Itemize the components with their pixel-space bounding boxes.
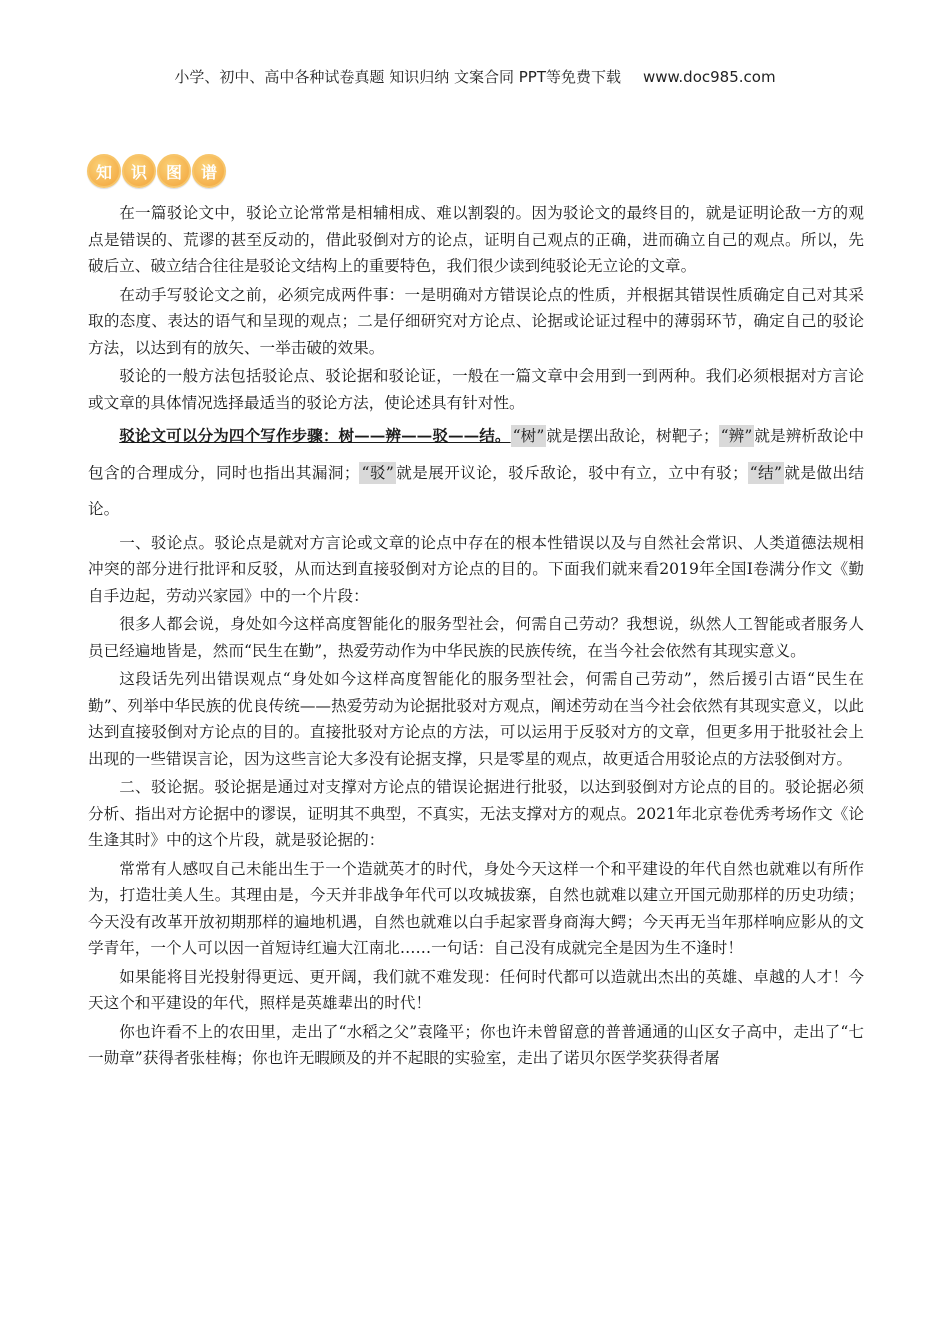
step-desc-shu: 就是摆出敌论，树靶子； bbox=[546, 427, 719, 445]
document-body bbox=[88, 200, 864, 1074]
badge-char-4: 谱 bbox=[192, 154, 226, 188]
badge-char-1: 知 bbox=[87, 154, 121, 188]
paragraph-2: 在动手写驳论文之前，必须完成两件事：一是明确对方错误论点的性质，并根据其错误性质确定自己对其采取的态度、表达的语气和呈现的观点；二是仔细研究对方论点、论据或论证过程中的薄弱环节，确定自己的驳论方法，以达到有的放矢、一举击破的效果。 bbox=[88, 285, 864, 357]
paragraph-7: 这段话先列出错误观点“身处如今这样高度智能化的服务型社会，何需自己劳动”，然后援引古语“民生在勤”、列举中华民族的优良传统——热爱劳动为论据批驳对方观点，阐述劳动在当今社会依然有其现实意义，以此达到直接驳倒对方论点的目的。直接批驳对方论点的方法，可以运用于反驳对方的文章，但更多用于批驳社会上出现的一些错误言论，因为这些言论大多没有论据支撑，只是零星的观点，故更适合用驳论点的方法驳倒对方。 bbox=[88, 670, 864, 768]
paragraph-8: 二、驳论据。驳论据是通过对支撑对方论点的错误论据进行批驳，以达到驳倒对方论点的目的。驳论据必须分析、指出对方论据中的谬误，证明其不典型，不真实，无法支撑对方的观点。2021年北京卷优秀考场作文《论生逢其时》中的这个片段，就是驳论据的： bbox=[88, 778, 864, 850]
paragraph-1: 在一篇驳论文中，驳论立论常常是相辅相成、难以割裂的。因为驳论文的最终目的，就是证明论敌一方的观点是错误的、荒谬的甚至反动的，借此驳倒对方的论点，证明自己观点的正确，进而确立自己的观点。所以，先破后立、破立结合往往是驳论文结构上的重要特色，我们很少读到纯驳论无立论的文章。 bbox=[88, 204, 864, 275]
header-site-link[interactable]: www.doc985.com bbox=[642, 68, 776, 86]
paragraph-5: 一、驳论点。驳论点是就对方言论或文章的论点中存在的根本性错误以及与自然社会常识、人类道德法规相冲突的部分进行批评和反驳，从而达到直接驳倒对方论点的目的。下面我们就来看2019年全国Ⅰ卷满分作文《勤自手边起，劳动兴家园》中的一个片段： bbox=[88, 533, 864, 605]
paragraph-6: 很多人都会说，身处如今这样高度智能化的服务型社会，何需自己劳动？我想说，纵然人工智能或者服务人员已经遍地皆是，然而“民生在勤”，热爱劳动作为中华民族的民族传统，在当今社会依然有其现实意义。 bbox=[88, 615, 864, 660]
badge-char-3: 图 bbox=[157, 154, 191, 188]
paragraph-10: 如果能将目光投射得更远、更开阔，我们就不难发现：任何时代都可以造就出杰出的英雄、卓越的人才！今天这个和平建设的年代，照样是英雄辈出的时代！ bbox=[88, 967, 864, 1013]
step-desc-bian: 就是辨析敌论中包含的合理成分，同时也指出其漏洞； bbox=[88, 427, 864, 482]
paragraph-3: 驳论的一般方法包括驳论点、驳论据和驳论证，一般在一篇文章中会用到一到两种。我们必须根据对方言论或文章的具体情况选择最适当的驳论方法，使论述具有针对性。 bbox=[88, 367, 864, 412]
knowledge-map-badge bbox=[87, 154, 226, 188]
page-header bbox=[0, 66, 950, 87]
paragraph-9: 常常有人感叹自己未能出生于一个造就英才的时代，身处今天这样一个和平建设的年代自然也就难以有所作为，打造壮美人生。其理由是，今天并非战争年代可以攻城拔寨，自然也就难以建立开国元勋那样的历史功绩；今天没有改革开放初期那样的遍地机遇，自然也就难以白手起家晋身商海大鳄；今天再无当年那样响应影从的文学青年，一个人可以因一首短诗红遍大江南北……一句话：自己没有成就完全是因为生不逢时！ bbox=[88, 859, 864, 958]
steps-lead: 驳论文可以分为四个写作步骤：树——辨——驳——结。 bbox=[119, 426, 511, 445]
badge-char-2: 识 bbox=[122, 154, 156, 188]
step-desc-jie: 就是做出结论。 bbox=[88, 463, 864, 519]
step-tag-jie: “结” bbox=[749, 463, 783, 482]
step-tag-bian: “辨” bbox=[720, 427, 753, 445]
step-desc-bo: 就是展开议论，驳斥敌论，驳中有立，立中有驳； bbox=[395, 463, 748, 482]
paragraph-11: 你也许看不上的农田里，走出了“水稻之父”袁隆平；你也许未曾留意的普普通通的山区女子高中，走出了“七一勋章”获得者张桂梅；你也许无暇顾及的并不起眼的实验室，走出了诺贝尔医学奖获得者屠 bbox=[88, 1022, 864, 1068]
step-tag-shu: “树” bbox=[512, 427, 545, 445]
step-tag-bo: “驳” bbox=[361, 463, 394, 482]
paragraph-writing-steps bbox=[88, 418, 864, 528]
header-text: 小学、初中、高中各种试卷真题 知识归纳 文案合同 PPT等免费下载 bbox=[174, 68, 621, 86]
